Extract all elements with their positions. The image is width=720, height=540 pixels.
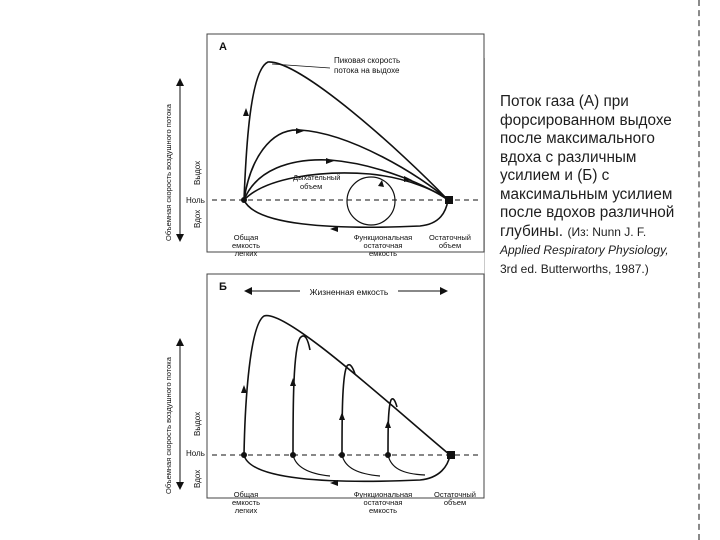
caption-main: Поток газа (А) при форсированном выдохе после максимального вдоха с различным усилием и (Б) с максимальным усилием после вдохов различной глубины.: [500, 93, 675, 240]
panel-a-curve-2: [244, 130, 448, 200]
panel-a-tidal-loop: [347, 177, 395, 225]
panel-b-rv-point: [447, 451, 455, 459]
caption-book-rest: 3rd ed. Butterworths, 1987.): [500, 261, 649, 276]
panel-b-exhale: Выдох: [193, 411, 202, 436]
panel-b-tlc-label-1: Общая: [233, 490, 259, 499]
panel-a-peak-label-2: потока на выдохе: [334, 66, 400, 75]
panel-a: [164, 34, 484, 258]
panel-b-inspiration-branch-1: [293, 455, 330, 476]
panel-b-inspiration-branch-2: [342, 455, 380, 476]
panel-b-label: Б: [219, 281, 227, 293]
panel-b-arrowhead: [241, 385, 247, 393]
panel-a-y-label: Объемная скорость воздушного потока: [164, 104, 173, 241]
vc-label: Жизненная емкость: [309, 287, 389, 297]
panel-b-y-label: Объемная скорость воздушного потока: [164, 357, 173, 494]
panel-b-point: [339, 452, 345, 458]
panel-a-tlc-label-3: легких: [234, 249, 258, 258]
panel-a-tlc-point: [241, 197, 247, 203]
panel-b-inspiration-curve: [244, 455, 450, 481]
panel-a-peak-label-1: Пиковая скорость: [334, 56, 401, 65]
panel-a-curve-3: [244, 160, 448, 200]
panel-b-envelope-curve: [244, 316, 450, 455]
panel-a-tlc-label-1: Общая: [233, 233, 259, 242]
panel-a-frc-label-2: остаточная: [363, 241, 403, 250]
panel-a-exhale: Выдох: [193, 160, 202, 185]
panel-a-label: А: [219, 41, 227, 53]
panel-a-rv-point: [445, 196, 453, 204]
panel-b-inspiration-branch-3: [388, 455, 425, 475]
panel-a-tidal-label-1: Дыхательный: [293, 173, 341, 182]
panel-b-frc-label-2: остаточная: [363, 498, 403, 507]
panel-a-arrowhead: [378, 180, 384, 187]
panel-b-point: [290, 452, 296, 458]
panel-b-loop-1: [293, 336, 310, 455]
panel-a-tidal-label-2: объем: [300, 182, 323, 191]
panel-a-frc-label-1: Функциональная: [353, 233, 413, 242]
panel-b-loop-2: [342, 365, 355, 455]
caption-source-prefix: (Из: Nunn J. F.: [567, 224, 647, 239]
panel-a-inspiration-curve: [244, 200, 448, 227]
panel-a-zero: Ноль: [186, 196, 205, 205]
panel-a-arrowhead: [243, 108, 249, 116]
panel-b-point: [241, 452, 247, 458]
panel-a-arrowhead: [296, 128, 304, 134]
panel-b-arrowhead: [339, 412, 345, 420]
caption-book-title: Applied Respiratory Physiology,: [500, 243, 669, 258]
panel-b-frc-label-1: Функциональная: [353, 490, 413, 499]
panel-b-frame: [207, 274, 484, 498]
panel-b-rv-label-1: Остаточный: [434, 490, 476, 499]
panel-b-point: [385, 452, 391, 458]
panel-b-zero: Ноль: [186, 449, 205, 458]
panel-b: [164, 274, 484, 515]
panel-a-rv-label-1: Остаточный: [429, 233, 471, 242]
panel-b-frc-label-3: емкость: [369, 506, 397, 515]
panel-a-tlc-label-2: емкость: [232, 241, 260, 250]
panel-a-frc-label-3: емкость: [369, 249, 397, 258]
panel-a-peak-pointer: [272, 64, 330, 68]
caption: [500, 93, 690, 278]
panel-b-tlc-label-3: легких: [234, 506, 258, 515]
panel-b-arrowhead: [290, 378, 296, 386]
panel-b-tlc-label-2: емкость: [232, 498, 260, 507]
panel-a-inhale: Вдох: [193, 209, 202, 228]
panel-b-inhale: Вдох: [193, 469, 202, 488]
panel-a-arrowhead: [326, 158, 334, 164]
panel-b-rv-label-2: объем: [443, 498, 467, 507]
panel-b-arrowhead: [385, 420, 391, 428]
panel-a-curve-1: [244, 62, 448, 200]
panel-a-rv-label-2: объем: [438, 241, 462, 250]
